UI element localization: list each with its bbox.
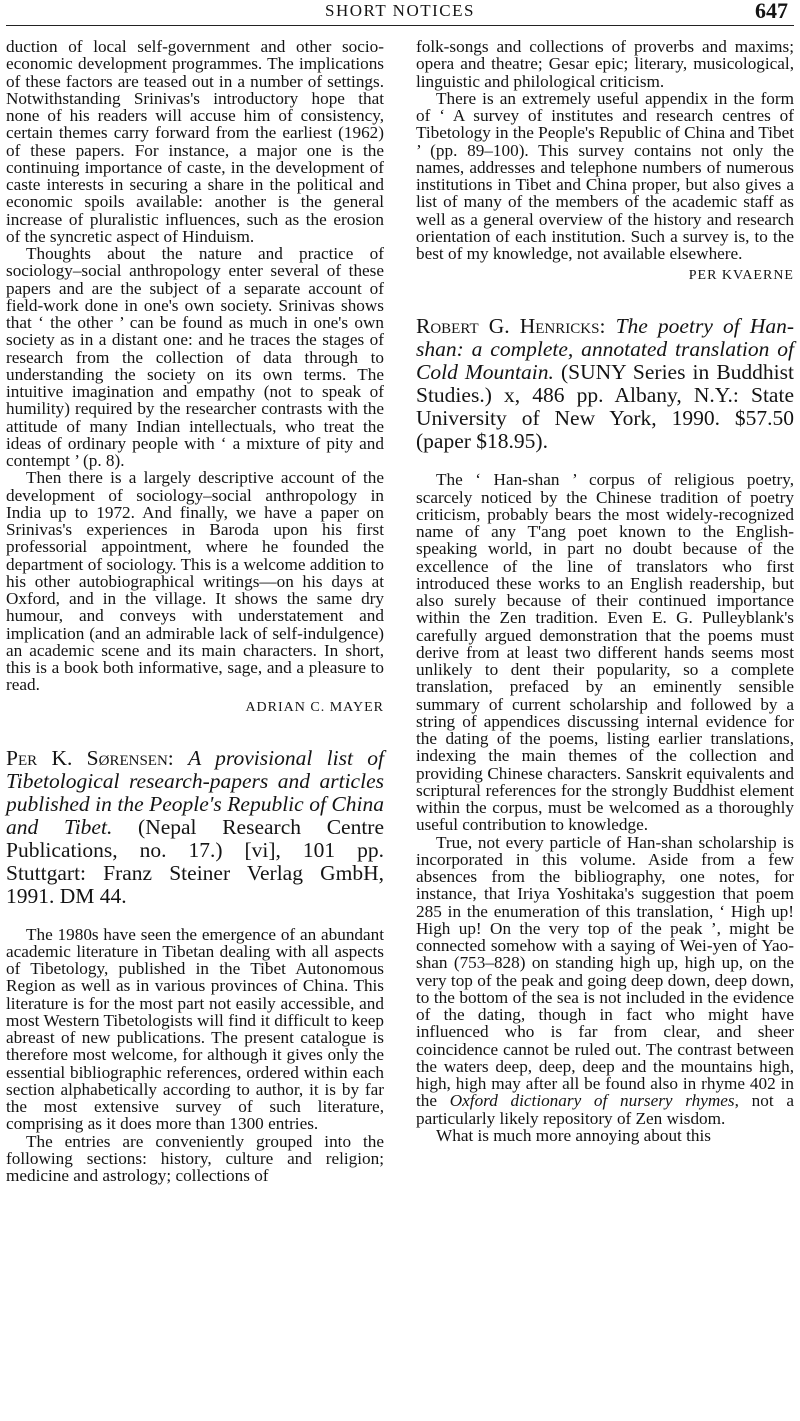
paragraph: What is much more annoying about this [436, 1125, 711, 1145]
header-rule [6, 25, 794, 26]
paragraph: duction of local self-government and other socio-economic development programmes. The implications of these factors are teased out in a number of settings. Notwithstanding Srinivas's introductory hope that none of his readers will accuse him of consistency, certain themes carry forward from the earliest (1962) of these papers. For instance, a major one is the continuing importance of caste, in the development of caste interests in securing a share in the political and economic spoils available: another is the general increase of pluralistic influences, such as the erosion of the syncretic aspect of Hinduism. [6, 37, 384, 246]
review-book-title: A provisional list of Tibetological research-papers and articles published in the People's Republic of China and Tibet. [6, 745, 384, 839]
review-book-details: (Nepal Research Centre Publications, no. 17.) [vi], 101 pp. Stuttgart: Franz Steiner Verlag GmbH, 1991. DM 44. [6, 814, 385, 908]
paragraph [416, 834, 794, 1127]
page-number: 647 [755, 0, 788, 23]
paragraph: The ‘ Han-shan ’ corpus of religious poetry, scarcely noticed by the Chinese tradition of poetry criticism, probably bears the most widely-recognized name of any T'ang poet known to the English-speaking world, in part no doubt because of the excellence of the line of translators who first introduced these works to an English readership, but also surely because of their continued importance within the Zen tradition. Even E. G. Pulleyblank's carefully argued demonstration that the poems must derive from at least two different hands seems most unlikely to dent their popularity, so a complete translation, prefaced by an eminently sensible summary of current scholarship and followed by a string of appendices discussing internal evidence for the dating of the poems, listing earlier translations, indexing the main themes of the collection and providing Chinese characters. Sanskrit equivalents and scriptural references for the strongly Buddhist element within the corpus, must be welcomed as a thoroughly useful contribution to knowledge. [416, 470, 794, 835]
running-title: SHORT NOTICES [325, 1, 475, 20]
paragraph: The 1980s have seen the emergence of an abundant academic literature in Tibetan dealing with all aspects of Tibetology, published in the Tibet Autonomous Region as well as in various provinces of China. This literature is for the most part not easily accessible, and most Western Tibetologists will find it difficult to keep abreast of new publications. The present catalogue is therefore most welcome, for although it gives only the essential bibliographic references, ordered within each section alphabetically according to author, it is by far the most extensive survey of such literature, comprising as it does more than 1300 entries. [6, 924, 384, 1134]
reviewer-signature: ADRIAN C. MAYER [245, 699, 384, 715]
paragraph: The entries are conveniently grouped into the following sections: history, culture and religion; medicine and astrology; collections of [6, 1131, 384, 1185]
paragraph: There is an extremely useful appendix in the form of ‘ A survey of institutes and research centres of Tibetology in the People's Republic of China and Tibet ’ (pp. 89–100). This survey contains not only the names, addresses and telephone numbers of numerous institutions in Tibet and China proper, but also gives a list of many of the members of the academic staff as well as a general overview of the history and research orientation of each institution. Such a survey is, to the best of my knowledge, not available elsewhere. [416, 88, 794, 263]
paragraph: folk-songs and collections of proverbs and maxims; opera and theatre; Gesar epic; literary, musicological, linguistic and philological criticism. [416, 37, 794, 91]
left-column [6, 38, 384, 1184]
paragraph: Thoughts about the nature and practice of sociology–social anthropology enter several of these papers and are the subject of a separate account of field-work done in one's own society. Srinivas shows that ‘ the other ’ can be found as much in one's own society as in a distant one: and he traces the stages of research from the collection of data through to understanding the society on its own terms. The intuitive imagination and empathy (not to speak of humility) required by the researcher contrasts with the attitude of many Indian intellectuals, who treat the ideas of ordinary people with ‘ a mixture of pity and contempt ’ (p. 8). [6, 244, 384, 470]
running-header [0, 0, 800, 26]
paragraph-text: , not a particularly likely repository of Zen wisdom. [416, 1091, 794, 1128]
review-author: Robert G. Henricks: [416, 314, 606, 339]
review-author: Per K. Sørensen: [6, 745, 174, 770]
reviewer-signature: PER KVAERNE [688, 268, 794, 284]
review-book-details: (SUNY Series in Buddhist Studies.) x, 486 pp. Albany, N.Y.: State University of New York, 1990. $57.50 (paper $18.95). [416, 360, 794, 454]
review-heading [6, 747, 384, 908]
review-heading [416, 315, 794, 453]
right-column [416, 38, 794, 1144]
cited-book-title: Oxford dictionary of nursery rhymes [449, 1091, 735, 1111]
paragraph: Then there is a largely descriptive account of the development of sociology–social anthropology in India up to 1972. And finally, we have a paper on Srinivas's experiences in Baroda upon his first professorial appointment, where he founded the department of sociology. This is a welcome addition to his other autobiographical writings—on his days at Oxford, and in the village. It shows the same dry humour, and conveys with understatement and implication (and an admirable lack of self-indulgence) an academic scene and its main characters. In short, this is a book both informative, sage, and a pleasure to read. [6, 468, 384, 695]
paragraph-text: True, not every particle of Han-shan scholarship is incorporated in this volume. Aside from a few absences from the bibliography, one notes, for instance, that Iriya Yoshitaka's suggestion that poem 285 in the enumeration of this translation, ‘ High up! High up! On the very top of the peak ’, might be connected somehow with a saying of Wei-yen of Yao-shan (753–828) on standing high up, high up, on the very top of the peak and going deep down, deep down, to the bottom of the sea is not included in the evidence of the dating, though in fact who might have influenced who is far from clear, and sheer coincidence cannot be ruled out. The contrast between the waters deep, deep, deep and the mountains high, high, high may after all be found also in rhyme 402 in the [416, 832, 794, 1111]
review-book-title: The poetry of Han-shan: a complete, annotated translation of Cold Mountain. [416, 314, 795, 385]
